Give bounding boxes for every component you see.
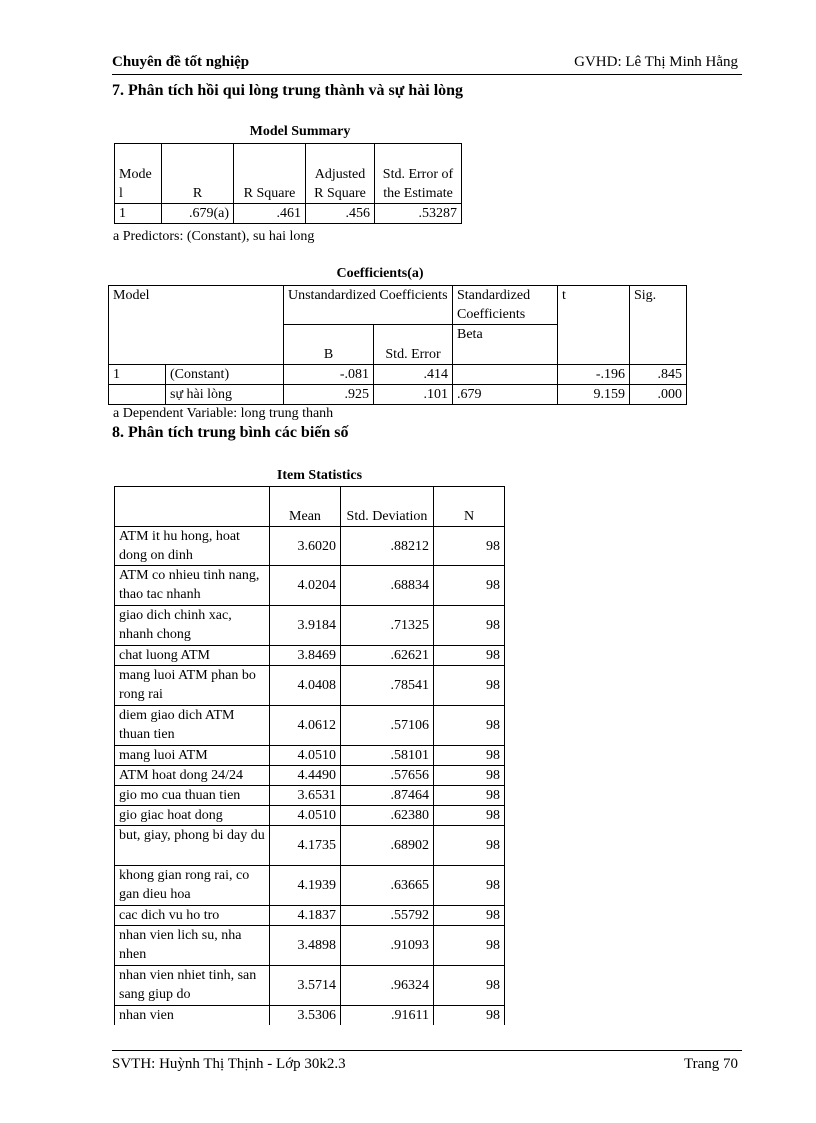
item-stats-caption: Item Statistics bbox=[276, 468, 363, 483]
header-rule bbox=[112, 74, 742, 75]
header-left: Chuyên đề tốt nghiệp bbox=[112, 54, 250, 70]
is-sd: .91611 bbox=[341, 1006, 434, 1026]
coef-sig: .000 bbox=[630, 385, 687, 405]
item-row bbox=[115, 966, 505, 1006]
coef-h-beta: Beta bbox=[453, 325, 558, 365]
coef-note: a Dependent Variable: long trung thanh bbox=[113, 406, 334, 421]
is-item: mang luoi ATM phan bo rong rai bbox=[115, 666, 270, 706]
ms-h-r: R bbox=[162, 144, 234, 204]
coef-h-std: Standardized Coefficients bbox=[453, 286, 558, 325]
item-row bbox=[115, 766, 505, 786]
coef-model: 1 bbox=[109, 365, 166, 385]
item-row bbox=[115, 826, 505, 866]
is-sd: .88212 bbox=[341, 527, 434, 566]
coef-h-unstd: Unstandardized Coefficients bbox=[284, 286, 453, 325]
is-item: gio giac hoat dong bbox=[115, 806, 270, 826]
is-h-sd: Std. Deviation bbox=[341, 487, 434, 527]
is-sd: .68902 bbox=[341, 826, 434, 866]
item-statistics-table bbox=[114, 486, 505, 1025]
section7-heading: 7. Phân tích hồi qui lòng trung thành và sự hài lòng bbox=[112, 82, 464, 99]
is-item: ATM co nhieu tinh nang, thao tac nhanh bbox=[115, 566, 270, 606]
coef-se: .101 bbox=[374, 385, 453, 405]
coef-b: -.081 bbox=[284, 365, 374, 385]
is-h-n: N bbox=[434, 487, 505, 527]
footer-left: SVTH: Huỳnh Thị Thịnh - Lớp 30k2.3 bbox=[112, 1056, 346, 1072]
is-n: 98 bbox=[434, 806, 505, 826]
is-item: mang luoi ATM bbox=[115, 746, 270, 766]
is-n: 98 bbox=[434, 786, 505, 806]
is-mean: 3.4898 bbox=[270, 926, 341, 966]
is-sd: .58101 bbox=[341, 746, 434, 766]
coef-b: .925 bbox=[284, 385, 374, 405]
is-mean: 3.6020 bbox=[270, 527, 341, 566]
header-right: GVHD: Lê Thị Minh Hằng bbox=[574, 54, 738, 70]
is-mean: 3.9184 bbox=[270, 606, 341, 646]
is-n: 98 bbox=[434, 527, 505, 566]
coef-sig: .845 bbox=[630, 365, 687, 385]
is-mean: 3.5714 bbox=[270, 966, 341, 1006]
footer-rule bbox=[112, 1050, 742, 1051]
item-row bbox=[115, 746, 505, 766]
is-sd: .71325 bbox=[341, 606, 434, 646]
is-sd: .62621 bbox=[341, 646, 434, 666]
ms-model: 1 bbox=[115, 204, 162, 224]
is-item: giao dich chinh xac, nhanh chong bbox=[115, 606, 270, 646]
is-n: 98 bbox=[434, 646, 505, 666]
is-mean: 3.6531 bbox=[270, 786, 341, 806]
is-sd: .55792 bbox=[341, 906, 434, 926]
is-sd: .57106 bbox=[341, 706, 434, 746]
ms-h-rsq: R Square bbox=[234, 144, 306, 204]
is-sd: .78541 bbox=[341, 666, 434, 706]
is-n: 98 bbox=[434, 966, 505, 1006]
is-sd: .91093 bbox=[341, 926, 434, 966]
ms-note: a Predictors: (Constant), su hai long bbox=[113, 229, 315, 244]
coefficients-table bbox=[108, 285, 687, 405]
is-item: nhan vien nhiet tinh, san sang giup do bbox=[115, 966, 270, 1006]
is-mean: 3.8469 bbox=[270, 646, 341, 666]
is-mean: 3.5306 bbox=[270, 1006, 341, 1026]
is-n: 98 bbox=[434, 746, 505, 766]
coef-h-se: Std. Error bbox=[374, 325, 453, 365]
coef-row bbox=[109, 385, 687, 405]
item-row bbox=[115, 806, 505, 826]
coef-se: .414 bbox=[374, 365, 453, 385]
coef-var: (Constant) bbox=[166, 365, 284, 385]
is-n: 98 bbox=[434, 706, 505, 746]
item-row bbox=[115, 786, 505, 806]
is-item: chat luong ATM bbox=[115, 646, 270, 666]
coef-beta: .679 bbox=[453, 385, 558, 405]
is-item: but, giay, phong bi day du bbox=[115, 826, 270, 866]
is-mean: 4.0408 bbox=[270, 666, 341, 706]
is-item: gio mo cua thuan tien bbox=[115, 786, 270, 806]
ms-rsq: .461 bbox=[234, 204, 306, 224]
item-row bbox=[115, 1006, 505, 1026]
is-n: 98 bbox=[434, 906, 505, 926]
coef-t: -.196 bbox=[558, 365, 630, 385]
ms-h-stderr: Std. Error of the Estimate bbox=[375, 144, 462, 204]
is-n: 98 bbox=[434, 606, 505, 646]
is-n: 98 bbox=[434, 826, 505, 866]
ms-h-adjrsq: Adjusted R Square bbox=[306, 144, 375, 204]
item-row bbox=[115, 906, 505, 926]
ms-r: .679(a) bbox=[162, 204, 234, 224]
item-row bbox=[115, 866, 505, 906]
coef-model bbox=[109, 385, 166, 405]
coef-h-b: B bbox=[284, 325, 374, 365]
item-row bbox=[115, 566, 505, 606]
coef-var: sự hài lòng bbox=[166, 385, 284, 405]
coef-beta bbox=[453, 365, 558, 385]
is-sd: .68834 bbox=[341, 566, 434, 606]
is-item: diem giao dich ATM thuan tien bbox=[115, 706, 270, 746]
is-mean: 4.0612 bbox=[270, 706, 341, 746]
is-mean: 4.4490 bbox=[270, 766, 341, 786]
is-item: ATM hoat dong 24/24 bbox=[115, 766, 270, 786]
item-row bbox=[115, 646, 505, 666]
is-n: 98 bbox=[434, 866, 505, 906]
is-mean: 4.0510 bbox=[270, 806, 341, 826]
item-row bbox=[115, 926, 505, 966]
is-n: 98 bbox=[434, 766, 505, 786]
item-row bbox=[115, 666, 505, 706]
is-item: cac dich vu ho tro bbox=[115, 906, 270, 926]
is-sd: .62380 bbox=[341, 806, 434, 826]
coef-h-model: Model bbox=[109, 286, 284, 365]
coef-t: 9.159 bbox=[558, 385, 630, 405]
footer-right: Trang 70 bbox=[683, 1056, 738, 1072]
ms-row bbox=[115, 204, 462, 224]
model-summary-table bbox=[114, 143, 462, 224]
is-h-item bbox=[115, 487, 270, 527]
coef-row bbox=[109, 365, 687, 385]
ms-adjrsq: .456 bbox=[306, 204, 375, 224]
model-summary-caption: Model Summary bbox=[249, 124, 351, 139]
item-row bbox=[115, 527, 505, 566]
is-mean: 4.0204 bbox=[270, 566, 341, 606]
coef-caption: Coefficients(a) bbox=[336, 266, 424, 281]
is-item: nhan vien lich su, nha nhen bbox=[115, 926, 270, 966]
is-h-mean: Mean bbox=[270, 487, 341, 527]
is-mean: 4.1735 bbox=[270, 826, 341, 866]
is-n: 98 bbox=[434, 666, 505, 706]
section8-heading: 8. Phân tích trung bình các biến số bbox=[112, 424, 349, 441]
is-item: nhan vien bbox=[115, 1006, 270, 1026]
is-sd: .63665 bbox=[341, 866, 434, 906]
ms-h-model: Mode l bbox=[115, 144, 162, 204]
is-item: khong gian rong rai, co gan dieu hoa bbox=[115, 866, 270, 906]
coef-h-t: t bbox=[558, 286, 630, 365]
coef-h-sig: Sig. bbox=[630, 286, 687, 365]
is-mean: 4.0510 bbox=[270, 746, 341, 766]
is-sd: .87464 bbox=[341, 786, 434, 806]
item-row bbox=[115, 606, 505, 646]
is-sd: .96324 bbox=[341, 966, 434, 1006]
is-mean: 4.1939 bbox=[270, 866, 341, 906]
is-mean: 4.1837 bbox=[270, 906, 341, 926]
is-n: 98 bbox=[434, 1006, 505, 1026]
is-sd: .57656 bbox=[341, 766, 434, 786]
item-row bbox=[115, 706, 505, 746]
is-n: 98 bbox=[434, 926, 505, 966]
is-n: 98 bbox=[434, 566, 505, 606]
is-item: ATM it hu hong, hoat dong on dinh bbox=[115, 527, 270, 566]
ms-stderr: .53287 bbox=[375, 204, 462, 224]
